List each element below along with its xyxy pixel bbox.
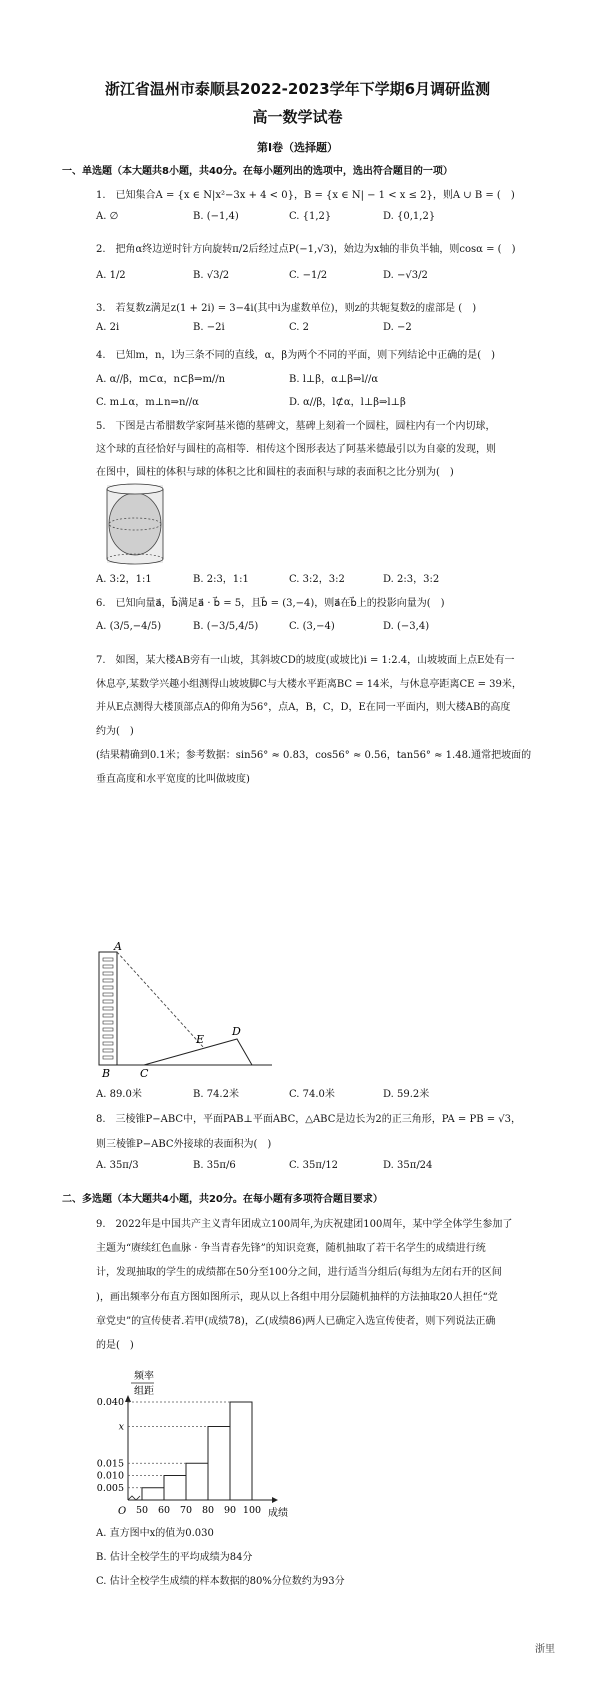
histogram-bar (186, 1463, 208, 1500)
histogram-bar (164, 1476, 186, 1501)
question-1-option-c: C. {1,2} (289, 211, 332, 222)
histogram-y-tick-label: 0.040 (96, 1397, 124, 1408)
histogram-x-tick-label: 70 (179, 1505, 193, 1516)
question-6-option-b: B. (−3/5,4/5) (193, 621, 259, 632)
question-2-option-c: C. −1/2 (289, 270, 328, 281)
question-5-stem-line-1: 5. 下图是古希腊数学家阿基米德的墓碑文，墓碑上刻着一个圆柱，圆柱内有一个内切球， (96, 421, 496, 432)
question-5-stem-line-3: 在图中，圆柱的体积与球的体积之比和圆柱的表面积与球的表面积之比分别为( ) (96, 467, 454, 478)
question-9-option-a: A. 直方图中x的值为0.030 (96, 1528, 214, 1539)
question-6-option-d: D. (−3,4) (383, 621, 430, 632)
question-2-stem: 2. 把角α终边逆时针方向旋转π/2后经过点P(−1,√3)，始边为x轴的非负半轴，则cosα = ( ) (96, 244, 516, 255)
question-4-option-a: A. α//β，m⊂α，n⊂β⇒m//n (96, 374, 226, 385)
histogram-axis-break (128, 1496, 140, 1500)
question-5-stem-line-2: 这个球的直径恰好与圆柱的高相等．相传这个图形表达了阿基米德最引以为自豪的发现，则 (96, 444, 496, 455)
question-5-option-d: D. 2:3，3:2 (383, 574, 440, 585)
question-9-stem-line-2: 主题为“赓续红色血脉 · 争当青春先锋”的知识竞赛，随机抽取了若干名学生的成绩进行统 (96, 1243, 486, 1254)
figure-label-d: D (232, 1025, 241, 1038)
question-7-note-line-1: (结果精确到0.1米；参考数据：sin56° ≈ 0.83，cos56° ≈ 0.56，tan56° ≈ 1.48.通常把坡面的 (96, 750, 532, 761)
question-3-option-d: D. −2 (383, 322, 412, 333)
question-2-option-d: D. −√3/2 (383, 270, 428, 281)
figure-label-c: C (140, 1067, 149, 1080)
histogram-ylabel-bottom: 组距 (134, 1386, 154, 1397)
exam-title: 浙江省温州市泰顺县2022-2023学年下学期6月调研监测 (104, 80, 491, 98)
section-single-choice: 一、单选题（本大题共8小题，共40分。在每小题列出的选项中，选出符合题目的一项） (62, 166, 453, 177)
histogram-y-tick-label: 0.015 (96, 1458, 124, 1470)
question-3-option-b: B. −2i (193, 322, 225, 333)
question-3-option-c: C. 2 (289, 322, 310, 333)
question-7-stem-line-2: 休息亭,某数学兴趣小组测得山坡坡脚C与大楼水平距离BC = 14米，与休息亭距离CE = 39米， (96, 679, 522, 690)
histogram-x-tick-label: 100 (242, 1505, 262, 1516)
question-7-note-line-2: 垂直高度和水平宽度的比叫做坡度) (96, 774, 250, 785)
question-7-option-b: B. 74.2米 (193, 1089, 239, 1100)
histogram-bar (230, 1402, 252, 1500)
question-6-option-a: A. (3/5,−4/5) (96, 621, 162, 632)
question-5-option-a: A. 3:2，1:1 (96, 574, 152, 585)
figure-label-e: E (196, 1033, 205, 1046)
question-2-option-a: A. 1/2 (96, 270, 126, 281)
histogram-bar (142, 1488, 164, 1500)
question-8-option-d: D. 35π/24 (383, 1160, 433, 1171)
histogram-x-tick-label: 90 (223, 1505, 237, 1516)
question-9-stem-line-4: )，画出频率分布直方图如图所示，现从以上各组中用分层随机抽样的方法抽取20人担任“党 (96, 1292, 498, 1303)
question-1-option-a: A. ∅ (96, 211, 119, 222)
question-7-stem-line-3: 并从E点测得大楼顶部点A的仰角为56°，点A，B，C，D，E在同一平面内，则大楼AB的高度 (96, 702, 511, 713)
figure-label-a: A (114, 940, 122, 953)
histogram-x-tick-label: 60 (157, 1505, 171, 1516)
building-slope-figure (92, 940, 282, 1080)
exam-subtitle: 高一数学试卷 (252, 108, 343, 126)
question-9-stem-line-3: 计，发现抽取的学生的成绩都在50分至100分之间，进行适当分组后(每组为左闭右开的区间 (96, 1267, 502, 1278)
histogram-origin: O (118, 1506, 127, 1517)
frequency-histogram (92, 1368, 332, 1518)
question-6-stem: 6. 已知向量a⃗，b⃗满足a⃗ · b⃗ = 5，且b⃗ = (3,−4)，则a⃗在b⃗上的投影向量为( ) (96, 598, 445, 609)
question-9-stem-line-5: 章党史”的宣传使者.若甲(成绩78)，乙(成绩86)两人已确定入选宣传使者，则下列说法正确 (96, 1316, 496, 1327)
histogram-y-arrow (125, 1395, 131, 1402)
figure-label-b: B (102, 1067, 111, 1080)
question-9-option-c: C. 估计全校学生成绩的样本数据的80%分位数约为93分 (96, 1576, 345, 1587)
question-8-stem-line-2: 则三棱锥P−ABC外接球的表面积为( ) (96, 1139, 272, 1150)
question-8-option-a: A. 35π/3 (96, 1160, 139, 1171)
question-7-stem-line-4: 约为( ) (96, 726, 134, 737)
question-3-stem: 3. 若复数z满足z(1 + 2i) = 3−4i(其中i为虚数单位)，则z的共轭复数z̄的虚部是 ( ) (96, 303, 477, 314)
section-multiple-choice: 二、多选题（本大题共4小题，共20分。在每小题有多项符合题目要求） (62, 1194, 383, 1205)
question-4-option-d: D. α//β，l⊄α，l⊥β⇒l⊥β (289, 397, 406, 408)
part-heading: 第I卷（选择题） (256, 141, 339, 154)
question-1-option-b: B. (−1,4) (193, 211, 239, 222)
question-8-option-c: C. 35π/12 (289, 1160, 339, 1171)
question-7-stem-line-1: 7. 如图，某大楼AB旁有一山坡，其斜坡CD的坡度(或坡比)i = 1:2.4，山坡坡面上点E处有一 (96, 655, 515, 666)
question-7-option-c: C. 74.0米 (289, 1089, 335, 1100)
histogram-ylabel-top: 频率 (134, 1371, 154, 1382)
histogram-y-tick-label: 0.010 (96, 1470, 124, 1482)
question-8-option-b: B. 35π/6 (193, 1160, 236, 1171)
question-4-stem: 4. 已知m，n，l为三条不同的直线，α，β为两个不同的平面，则下列结论中正确的是( ) (96, 350, 495, 361)
question-7-option-d: D. 59.2米 (383, 1089, 430, 1100)
question-8-stem-line-1: 8. 三棱锥P−ABC中，平面PAB⊥平面ABC，△ABC是边长为2的正三角形，PA = PB = √3， (96, 1114, 522, 1125)
histogram-x-tick-label: 80 (201, 1505, 215, 1516)
page-footer: 浙里 (535, 1644, 555, 1655)
question-9-stem-line-6: 的是( ) (96, 1340, 134, 1351)
cylinder-sphere-figure (103, 481, 167, 567)
question-5-option-b: B. 2:3，1:1 (193, 574, 249, 585)
histogram-y-tick-label: 0.005 (96, 1482, 124, 1494)
question-7-option-a: A. 89.0米 (96, 1089, 142, 1100)
histogram-x-arrow (272, 1497, 278, 1503)
question-6-option-c: C. (3,−4) (289, 621, 335, 632)
question-4-option-b: B. l⊥β，α⊥β⇒l//α (289, 374, 379, 385)
histogram-xlabel: 成绩 (268, 1508, 288, 1518)
question-9-option-b: B. 估计全校学生的平均成绩为84分 (96, 1552, 253, 1563)
question-5-option-c: C. 3:2，3:2 (289, 574, 345, 585)
histogram-y-tick-label: x (118, 1421, 124, 1433)
histogram-x-tick-label: 50 (135, 1505, 149, 1516)
question-1-stem: 1. 已知集合A = {x ∈ N|x²−3x + 4 < 0}，B = {x ∈ N| − 1 < x ≤ 2}，则A ∪ B = ( ) (96, 190, 515, 201)
question-4-option-c: C. m⊥α，m⊥n⇒n//α (96, 397, 199, 408)
question-9-stem-line-1: 9. 2022年是中国共产主义青年团成立100周年,为庆祝建团100周年，某中学全体学生参加了 (96, 1219, 513, 1230)
histogram-bar (208, 1427, 230, 1501)
question-3-option-a: A. 2i (96, 322, 120, 333)
question-1-option-d: D. {0,1,2} (383, 211, 436, 222)
question-2-option-b: B. √3/2 (193, 270, 230, 281)
